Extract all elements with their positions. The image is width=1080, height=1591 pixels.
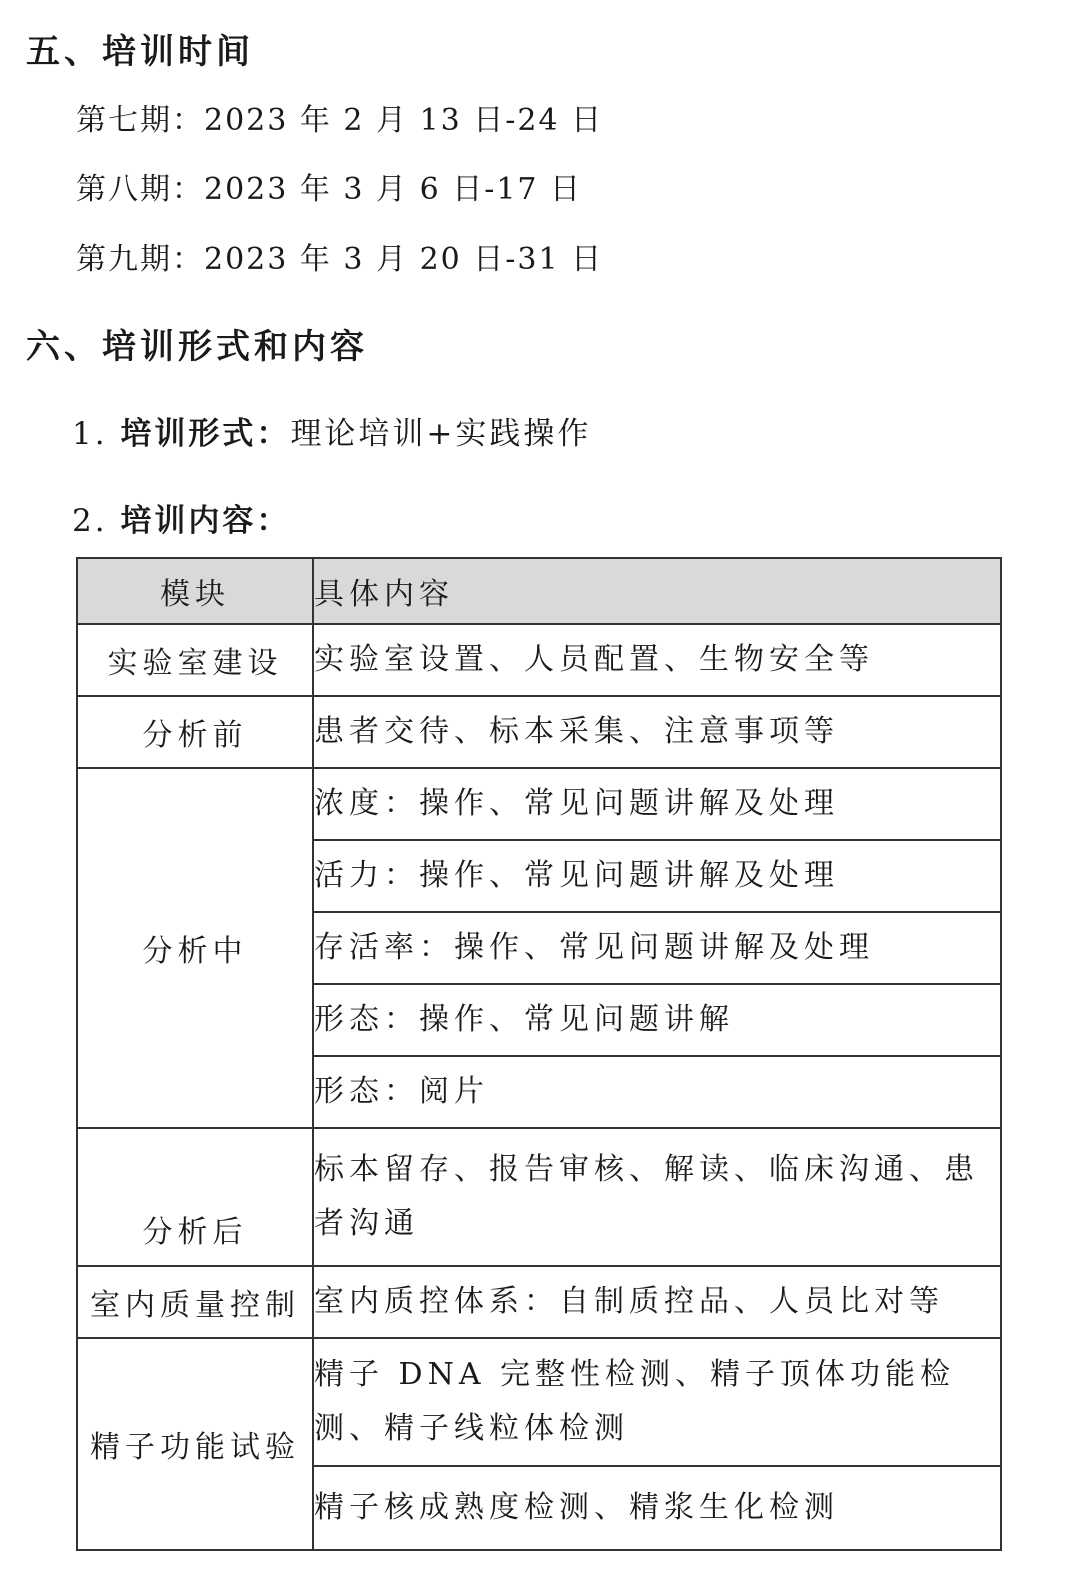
detail-cell: 患者交待、标本采集、注意事项等	[313, 696, 1001, 768]
detail-cell: 室内质控体系：自制质控品、人员比对等	[313, 1266, 1001, 1338]
module-cell: 精子功能试验	[77, 1338, 313, 1550]
header-module: 模块	[77, 558, 313, 624]
period-nine: 第九期：2023 年 3 月 20 日-31 日	[76, 242, 604, 277]
training-form-label: 培训形式：	[120, 416, 291, 452]
detail-cell: 实验室设置、人员配置、生物安全等	[313, 624, 1001, 696]
period-eight: 第八期：2023 年 3 月 6 日-17 日	[76, 172, 583, 207]
detail-cell: 标本留存、报告审核、解读、临床沟通、患者沟通	[313, 1128, 1001, 1266]
training-content-line	[72, 501, 290, 541]
table-row	[77, 1266, 1001, 1338]
table-row	[77, 624, 1001, 696]
module-cell: 实验室建设	[77, 624, 313, 696]
training-content-label: 培训内容：	[120, 503, 291, 539]
section-six-heading: 六、培训形式和内容	[26, 327, 368, 367]
training-form-line	[72, 414, 591, 454]
detail-cell: 浓度：操作、常见问题讲解及处理	[313, 768, 1001, 840]
detail-cell: 活力：操作、常见问题讲解及处理	[313, 840, 1001, 912]
section-five-heading: 五、培训时间	[26, 32, 254, 72]
table-header-row	[77, 558, 1001, 624]
training-content-table	[76, 557, 1002, 1551]
table-row	[77, 1128, 1001, 1266]
table-row	[77, 768, 1001, 840]
training-form-value: 理论培训+实践操作	[290, 416, 592, 452]
table-row	[77, 696, 1001, 768]
detail-cell: 形态：阅片	[313, 1056, 1001, 1128]
item-number: 1.	[72, 416, 108, 452]
detail-cell: 精子核成熟度检测、精浆生化检测	[313, 1466, 1001, 1550]
module-cell: 分析前	[77, 696, 313, 768]
detail-cell: 形态：操作、常见问题讲解	[313, 984, 1001, 1056]
detail-cell: 精子 DNA 完整性检测、精子顶体功能检测、精子线粒体检测	[313, 1338, 1001, 1466]
detail-cell: 存活率：操作、常见问题讲解及处理	[313, 912, 1001, 984]
table-row	[77, 1338, 1001, 1466]
header-detail: 具体内容	[313, 558, 1001, 624]
period-seven: 第七期：2023 年 2 月 13 日-24 日	[76, 103, 604, 138]
module-cell: 室内质量控制	[77, 1266, 313, 1338]
module-cell: 分析后	[77, 1128, 313, 1266]
module-cell: 分析中	[77, 768, 313, 1128]
item-number: 2.	[72, 503, 108, 539]
